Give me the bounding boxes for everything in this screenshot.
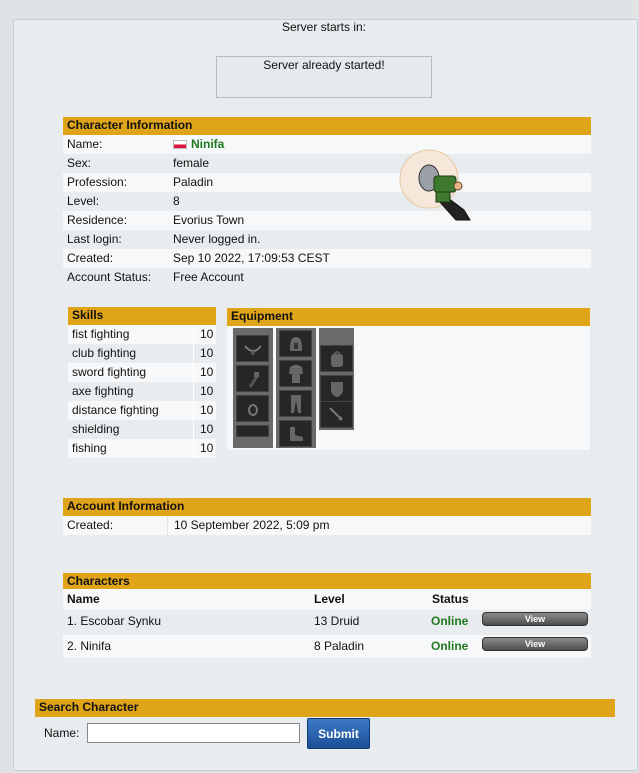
info-label: Created:: [67, 251, 114, 265]
legs-slot-icon: [279, 390, 312, 417]
poland-flag-icon: [173, 140, 187, 149]
skill-name: axe fighting: [72, 384, 134, 398]
info-value: female: [173, 156, 210, 170]
equipment-column-center: [276, 328, 316, 448]
equipment-header: Equipment: [227, 308, 590, 326]
amulet-slot-icon: [236, 335, 269, 362]
characters-header: Characters: [63, 573, 591, 591]
info-row-created: [63, 249, 591, 268]
search-name-label: Name:: [44, 726, 80, 740]
skill-row: [68, 363, 216, 382]
info-row-residence: [63, 211, 591, 230]
character-name: Ninifa: [191, 137, 225, 151]
equipment-column-left: [233, 328, 273, 448]
info-value: Free Account: [173, 270, 244, 284]
view-character-button[interactable]: View: [482, 612, 588, 626]
skill-row: [68, 420, 216, 439]
account-info-header: Account Information: [63, 498, 591, 516]
account-created-value: 10 September 2022, 5:09 pm: [174, 518, 330, 532]
table-row: [63, 610, 591, 633]
search-name-input[interactable]: [87, 723, 300, 743]
table-row: [63, 635, 591, 658]
account-created-row: [63, 516, 591, 535]
column-status: Status: [432, 592, 469, 606]
character-row-status: Online: [431, 639, 469, 653]
view-character-button[interactable]: View: [482, 637, 588, 651]
server-status-text: Server already started!: [263, 58, 385, 72]
skill-row: [68, 439, 216, 458]
skill-name: fishing: [72, 441, 107, 455]
backpack-slot-icon: [320, 345, 353, 372]
skill-name: fist fighting: [72, 327, 130, 341]
skills-header: Skills: [68, 307, 216, 325]
info-value: Paladin: [173, 175, 214, 189]
skill-row: [68, 344, 216, 363]
armor-slot-icon: [279, 360, 312, 387]
characters-table-header: [63, 589, 591, 610]
submit-button[interactable]: Submit: [307, 718, 370, 749]
shield-slot-icon: [320, 375, 353, 402]
character-row-status: Online: [431, 614, 469, 628]
character-row-name: 1. Escobar Synku: [67, 614, 162, 628]
info-row-account-status: [63, 268, 591, 287]
skill-value: 10: [200, 327, 214, 341]
equipment-column-right: [319, 328, 354, 430]
character-row-level: 13 Druid: [314, 614, 360, 628]
skill-value: 10: [200, 346, 214, 360]
info-value: 8: [173, 194, 180, 208]
skill-row: [68, 382, 216, 401]
server-start-label: Server starts in:: [281, 20, 367, 34]
ring-slot-icon: [236, 395, 269, 422]
skill-value: 10: [200, 365, 214, 379]
info-row-name: [63, 135, 591, 154]
info-label: Profession:: [67, 175, 128, 189]
info-label: Account Status:: [67, 270, 152, 284]
info-value: Evorius Town: [173, 213, 245, 227]
info-label: Residence:: [67, 213, 128, 227]
helmet-slot-icon: [279, 330, 312, 357]
character-row-name: 2. Ninifa: [67, 639, 112, 653]
column-name: Name: [67, 592, 100, 606]
skill-value: 10: [200, 403, 214, 417]
skill-name: sword fighting: [72, 365, 147, 379]
info-label: Level:: [67, 194, 100, 208]
server-status-box: [216, 56, 432, 98]
info-value: Never logged in.: [173, 232, 261, 246]
info-row-profession: [63, 173, 591, 192]
skill-value: 10: [200, 384, 214, 398]
info-value-name: [173, 135, 224, 154]
skill-name: club fighting: [72, 346, 137, 360]
search-character-header: Search Character: [35, 699, 615, 717]
character-row-level: 8 Paladin: [314, 639, 365, 653]
account-created-label: Created:: [67, 518, 114, 532]
skill-name: shielding: [72, 422, 120, 436]
character-info-header: Character Information: [63, 117, 591, 135]
skill-row: [68, 325, 216, 344]
arrow-slot-icon: [320, 401, 353, 428]
character-outfit-icon: [398, 148, 478, 226]
skill-value: 10: [200, 422, 214, 436]
column-level: Level: [314, 592, 345, 606]
skill-value: 10: [200, 441, 214, 455]
skill-name: distance fighting: [72, 403, 159, 417]
info-label: Name:: [67, 137, 103, 151]
ammo-slot: [236, 425, 269, 437]
boots-slot-icon: [279, 420, 312, 447]
info-value: Sep 10 2022, 17:09:53 CEST: [173, 251, 330, 265]
info-row-last-login: [63, 230, 591, 249]
info-row-sex: [63, 154, 591, 173]
info-label: Last login:: [67, 232, 122, 246]
weapon-slot-icon: [236, 365, 269, 392]
skill-row: [68, 401, 216, 420]
info-label: Sex:: [67, 156, 92, 170]
info-row-level: [63, 192, 591, 211]
